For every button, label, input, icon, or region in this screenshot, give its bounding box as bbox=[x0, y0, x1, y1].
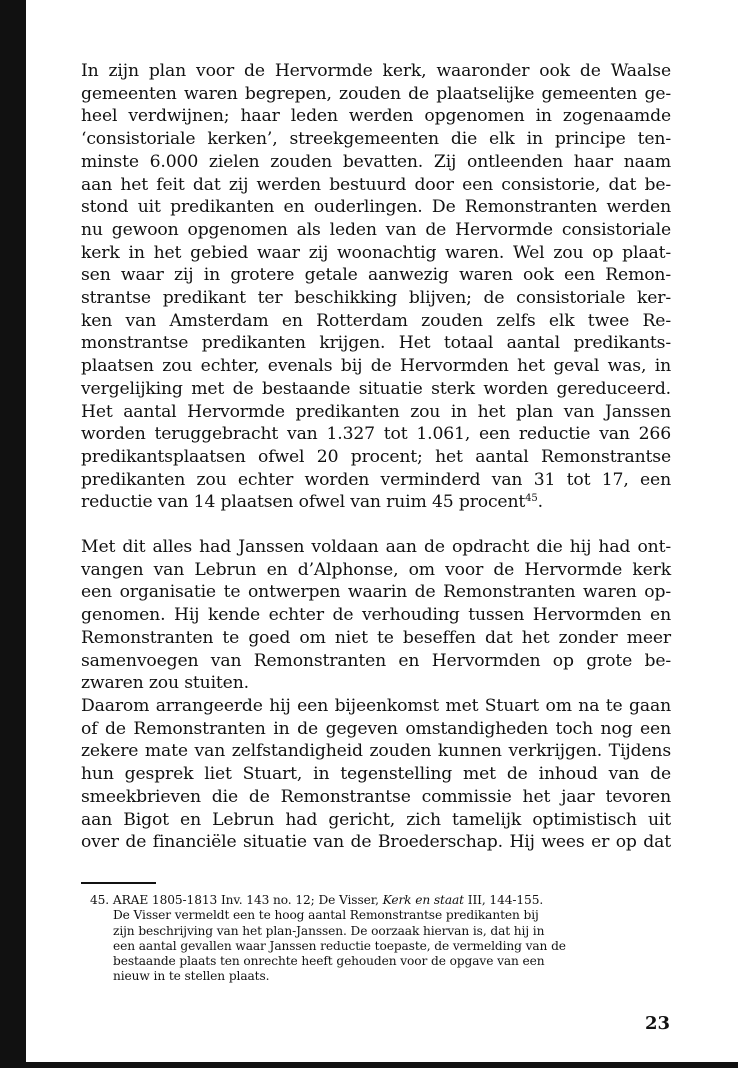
footnote-line: De Visser vermeldt een te hoog aantal Remonstrantse predikanten bij bbox=[113, 908, 539, 923]
text-line: kerk in het gebied waar zij woonachtig waren. Wel zou op plaat- bbox=[81, 242, 671, 263]
text-line: strantse predikant ter beschikking blijven; de consistoriale ker- bbox=[81, 288, 671, 309]
paragraph-1 bbox=[81, 60, 671, 514]
text-line: genomen. Hij kende echter de verhouding tussen Hervormden en bbox=[81, 605, 671, 626]
text-line: vangen van Lebrun en d’Alphonse, om voor de Hervormde kerk bbox=[81, 559, 671, 580]
footnote-line: een aantal gevallen waar Janssen reductie toepaste, de vermelding van de bbox=[113, 938, 566, 953]
footnote-45 bbox=[90, 893, 670, 985]
footnote-source-pages: III, 144-155. bbox=[467, 893, 544, 907]
footnote-line: zijn beschrijving van het plan-Janssen. De oorzaak hiervan is, dat hij in bbox=[113, 923, 545, 938]
footnote-divider bbox=[81, 882, 156, 884]
text-line: zekere mate van zelfstandigheid zouden kunnen verkrijgen. Tijdens bbox=[81, 741, 671, 762]
text-line: aan Bigot en Lebrun had gericht, zich tamelijk optimistisch uit bbox=[81, 809, 671, 830]
text-line: gemeenten waren begrepen, zouden de plaatselijke gemeenten ge- bbox=[81, 83, 671, 104]
text-line: worden teruggebracht van 1.327 tot 1.061, een reductie van 266 bbox=[81, 424, 671, 445]
text-line: Het aantal Hervormde predikanten zou in het plan van Janssen bbox=[81, 401, 671, 422]
footnote-line: bestaande plaats ten onrechte heeft gehouden voor de opgave van een bbox=[113, 954, 545, 969]
footnote-line: nieuw in te stellen plaats. bbox=[113, 969, 270, 984]
text-line: hun gesprek liet Stuart, in tegenstelling met de inhoud van de bbox=[81, 764, 671, 785]
footnote-reference[interactable]: 45 bbox=[525, 493, 538, 505]
text-line: smeekbrieven die de Remonstrantse commissie het jaar tevoren bbox=[81, 786, 671, 807]
footnote-number: 45. bbox=[90, 893, 110, 907]
text-line-last bbox=[81, 491, 671, 514]
text-line: vergelijking met de bestaande situatie sterk worden gereduceerd. bbox=[81, 378, 671, 399]
text-line: ken van Amsterdam en Rotterdam zouden zelfs elk twee Re- bbox=[81, 310, 671, 331]
text-fragment: reductie van 14 plaatsen ofwel van ruim 45 procent bbox=[81, 492, 526, 513]
page-number: 23 bbox=[644, 1013, 670, 1034]
text-line: over de financiële situatie van de Broederschap. Hij wees er op dat bbox=[81, 832, 671, 853]
text-line: zwaren zou stuiten. bbox=[81, 673, 249, 694]
footnote-first-line bbox=[90, 893, 670, 908]
paragraph-3 bbox=[81, 695, 671, 854]
text-line: Daarom arrangeerde hij een bijeenkomst met Stuart om na te gaan bbox=[81, 695, 671, 716]
text-line: nu gewoon opgenomen als leden van de Hervormde consistoriale bbox=[81, 219, 671, 240]
text-line: minste 6.000 zielen zouden bevatten. Zij ontleenden haar naam bbox=[81, 151, 671, 172]
paragraph-gap bbox=[81, 514, 671, 536]
text-line: Remonstranten te goed om niet te beseffen dat het zonder meer bbox=[81, 627, 671, 648]
text-line: monstrantse predikanten krijgen. Het totaal aantal predikants- bbox=[81, 333, 671, 354]
text-line: of de Remonstranten in de gegeven omstandigheden toch nog een bbox=[81, 718, 671, 739]
text-line: een organisatie te ontwerpen waarin de Remonstranten waren op- bbox=[81, 582, 671, 603]
text-line: predikanten zou echter worden verminderd van 31 tot 17, een bbox=[81, 469, 671, 490]
text-line: plaatsen zou echter, evenals bij de Hervormden het geval was, in bbox=[81, 356, 671, 377]
text-line: In zijn plan voor de Hervormde kerk, waaronder ook de Waalse bbox=[81, 61, 671, 81]
text-line: sen waar zij in grotere getale aanwezig waren ook een Remon- bbox=[81, 265, 671, 286]
scan-left-border bbox=[0, 0, 26, 1068]
footnote-title: Kerk en staat bbox=[382, 893, 464, 907]
text-line: ‘consistoriale kerken’, streekgemeenten die elk in principe ten- bbox=[81, 129, 671, 150]
text-line: Met dit alles had Janssen voldaan aan de opdracht die hij had ont- bbox=[81, 537, 671, 558]
page-body bbox=[81, 60, 671, 854]
text-line: predikantsplaatsen ofwel 20 procent; het aantal Remonstrantse bbox=[81, 446, 671, 467]
text-fragment: . bbox=[537, 492, 543, 513]
text-line: samenvoegen van Remonstranten en Hervormden op grote be- bbox=[81, 650, 671, 671]
footnote-source: ARAE 1805-1813 Inv. 143 no. 12; De Visser, bbox=[112, 893, 379, 907]
scan-bottom-border bbox=[0, 1062, 738, 1068]
text-line: aan het feit dat zij werden bestuurd door een consistorie, dat be- bbox=[81, 174, 671, 195]
paragraph-2 bbox=[81, 536, 671, 695]
text-line: heel verdwijnen; haar leden werden opgenomen in zogenaamde bbox=[81, 106, 671, 127]
text-line: stond uit predikanten en ouderlingen. De Remonstranten werden bbox=[81, 197, 671, 218]
